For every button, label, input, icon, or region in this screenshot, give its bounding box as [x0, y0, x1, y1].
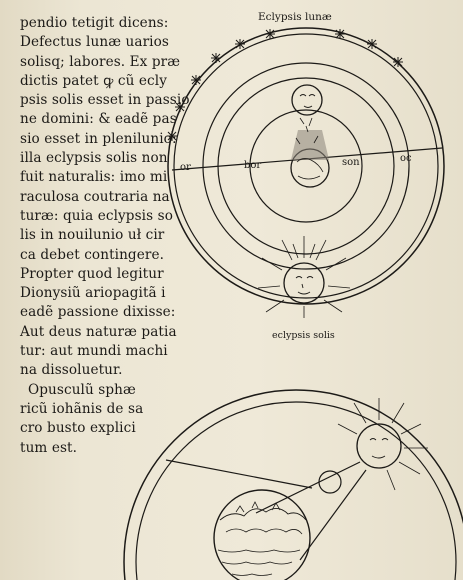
text-line: Aut deus naturæ patia: [20, 323, 177, 340]
text-line: tur: aut mundi machi: [20, 343, 168, 360]
text-line: sio esset in plenilunio:: [20, 130, 177, 147]
text-line: cro busto explici: [20, 420, 136, 437]
moon-orbit-circle: [203, 63, 409, 269]
label-north: bor: [244, 160, 262, 171]
text-line: ricũ iohãnis de sa: [20, 400, 144, 417]
text-line: ne domini: & eadẽ pas: [20, 111, 177, 128]
moon-icon-lower: [319, 471, 341, 493]
label-east: oc: [400, 153, 412, 164]
earth-land-marks: [297, 158, 323, 179]
text-line: illa eclypsis solis non: [20, 150, 168, 167]
eclipse-line-left: [166, 460, 312, 488]
text-line: Propter quod legitur: [20, 265, 164, 282]
text-line: Opusculũ sphæ: [28, 381, 136, 398]
text-line: solisq; labores. Ex præ: [20, 53, 181, 70]
text-line: Defectus lunæ uarios: [20, 34, 169, 51]
text-line: raculosa coutraria na: [20, 188, 170, 205]
text-line: ca debet contingere.: [20, 246, 165, 263]
sun-features: [296, 277, 313, 295]
solar-eclipse-diagram: [124, 390, 463, 580]
text-line: fuit naturalis: imo mi: [20, 169, 168, 186]
sun-face-icon-lower: [357, 424, 401, 468]
text-line: psis solis esset in passio: [20, 92, 190, 109]
earth-towers: [236, 502, 280, 512]
earth-shadow-cone: [291, 130, 329, 160]
lunar-eclipse-title: Eclypsis lunæ: [258, 11, 332, 23]
text-line: na dissoluetur.: [20, 362, 123, 379]
label-west: or: [180, 162, 191, 173]
solar-eclipse-caption: eclypsis solis: [272, 330, 335, 341]
zodiac-inner-ring: [174, 34, 438, 298]
text-line: eadẽ passione dixisse:: [20, 304, 176, 321]
text-line: Dionysiũ ariopagitã i: [20, 285, 166, 302]
sun-features-lower: [370, 439, 388, 459]
text-line: dictis patet ꝙ cũ ecly: [20, 72, 167, 89]
earth-landscape-icon: [214, 490, 310, 580]
inner-orbit-arc: [136, 402, 456, 580]
earth-hills: [220, 508, 306, 520]
earth-water-lines: [218, 550, 300, 576]
moon-features: [300, 95, 315, 108]
earth-terrain: [226, 529, 302, 534]
lunar-eclipse-diagram: [167, 28, 444, 318]
text-line: tum est.: [20, 439, 78, 456]
text-line: turæ: quia eclypsis so: [20, 207, 173, 224]
label-south: son: [342, 157, 360, 168]
text-line: pendio tetigit dicens:: [20, 15, 169, 31]
text-line: lis in nouilunio uł cir: [20, 227, 165, 244]
